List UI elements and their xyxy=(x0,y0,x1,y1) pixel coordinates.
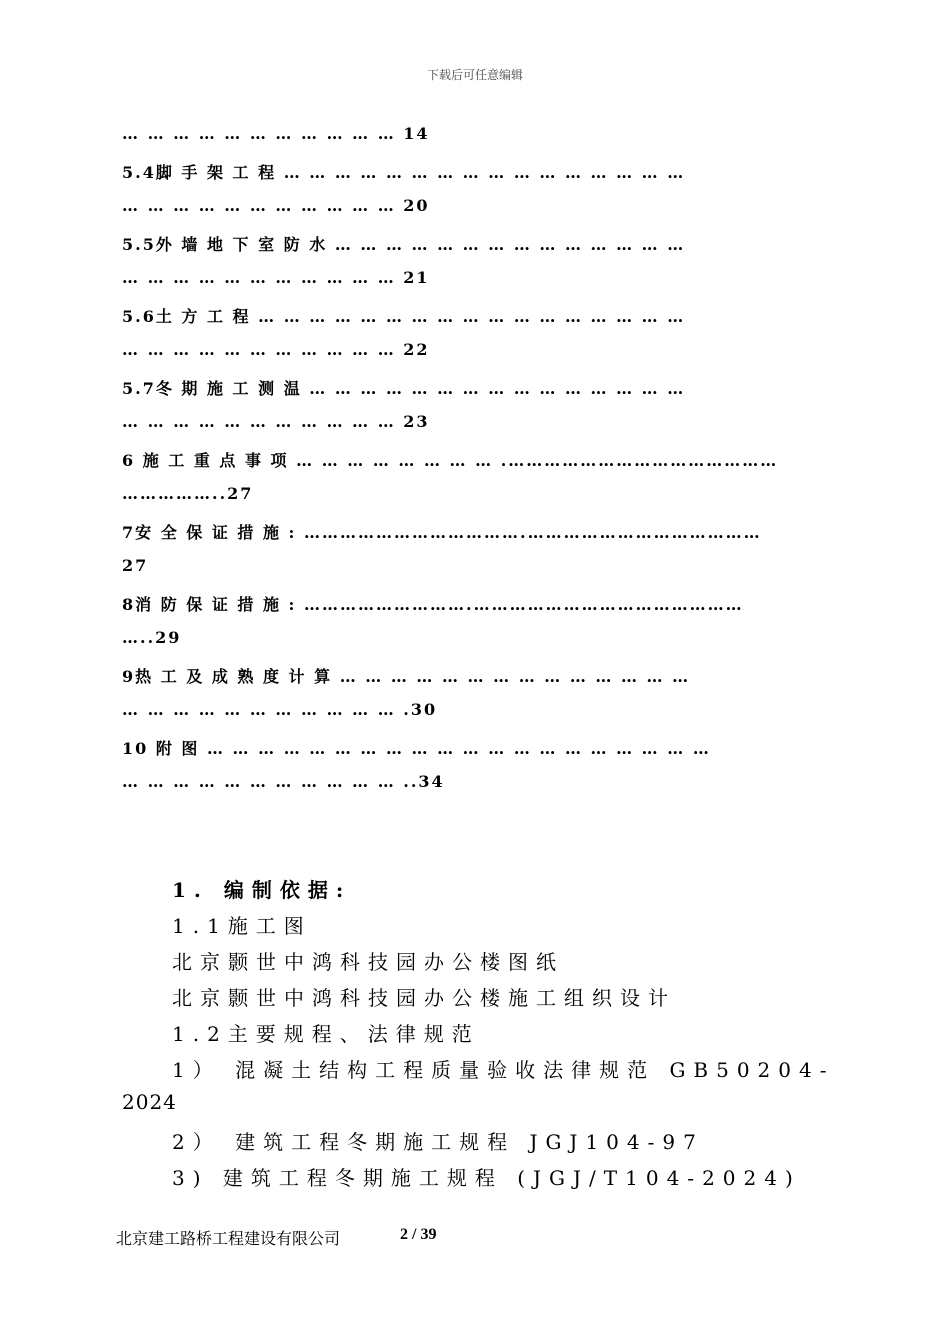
toc-line: … … … … … … … … … … … 14 xyxy=(122,124,430,143)
toc-line: … … … … … … … … … … … ..34 xyxy=(122,772,445,791)
page-header: 下载后可任意编辑 xyxy=(426,68,523,82)
body-line: 3) 建筑工程冬期施工规程 (JGJ/T104-2024) xyxy=(172,1166,801,1190)
toc-line: … … … … … … … … … … … 21 xyxy=(122,268,430,287)
body-line: 北京颢世中鸿科技园办公楼图纸 xyxy=(172,950,564,974)
toc-line: 5.7冬 期 施 工 测 温 … … … … … … … … … … … … … … … xyxy=(122,379,686,398)
body-line: 1） 混凝土结构工程质量验收法律规范 GB50204- xyxy=(172,1058,835,1082)
toc-line: … … … … … … … … … … … 22 xyxy=(122,340,430,359)
body-line: 1.2主要规程、法律规范 xyxy=(172,1022,480,1046)
page-number: 2 / 39 xyxy=(400,1226,437,1243)
footer-company: 北京建工路桥工程建设有限公司 xyxy=(116,1231,341,1248)
toc-line: … … … … … … … … … … … .30 xyxy=(122,700,438,719)
toc-line: ……………..27 xyxy=(122,484,254,503)
toc-line: 27 xyxy=(122,556,149,575)
toc-line: 9热 工 及 成 熟 度 计 算 … … … … … … … … … … … … … … xyxy=(122,667,691,686)
toc-line: 5.5外 墙 地 下 室 防 水 … … … … … … … … … … … … … … xyxy=(122,235,686,254)
body-line: 2024 xyxy=(122,1090,177,1114)
toc-line: 6 施 工 重 点 事 项 … … … … … … … … .……………………………………… xyxy=(122,451,779,470)
body-line: 北京颢世中鸿科技园办公楼施工组织设计 xyxy=(172,986,676,1010)
toc-line: 10 附 图 … … … … … … … … … … … … … … … … … … … … xyxy=(122,739,711,758)
body-line: 1.1施工图 xyxy=(172,914,312,938)
toc-line: 7安 全 保 证 措 施 : ……………………………….………………………………… xyxy=(122,523,762,542)
section-heading: 1. 编制依据: xyxy=(172,878,352,902)
toc-line: 5.4脚 手 架 工 程 … … … … … … … … … … … … … … … … xyxy=(122,163,686,182)
toc-line: 8消 防 保 证 措 施 : ……………………….……………………………………… xyxy=(122,595,744,614)
toc-line: … … … … … … … … … … … 20 xyxy=(122,196,430,215)
toc-line: …..29 xyxy=(122,628,182,647)
toc-line: 5.6土 方 工 程 … … … … … … … … … … … … … … … … … xyxy=(122,307,686,326)
body-line: 2） 建筑工程冬期施工规程 JGJ104-97 xyxy=(172,1130,704,1154)
toc-line: … … … … … … … … … … … 23 xyxy=(122,412,430,431)
